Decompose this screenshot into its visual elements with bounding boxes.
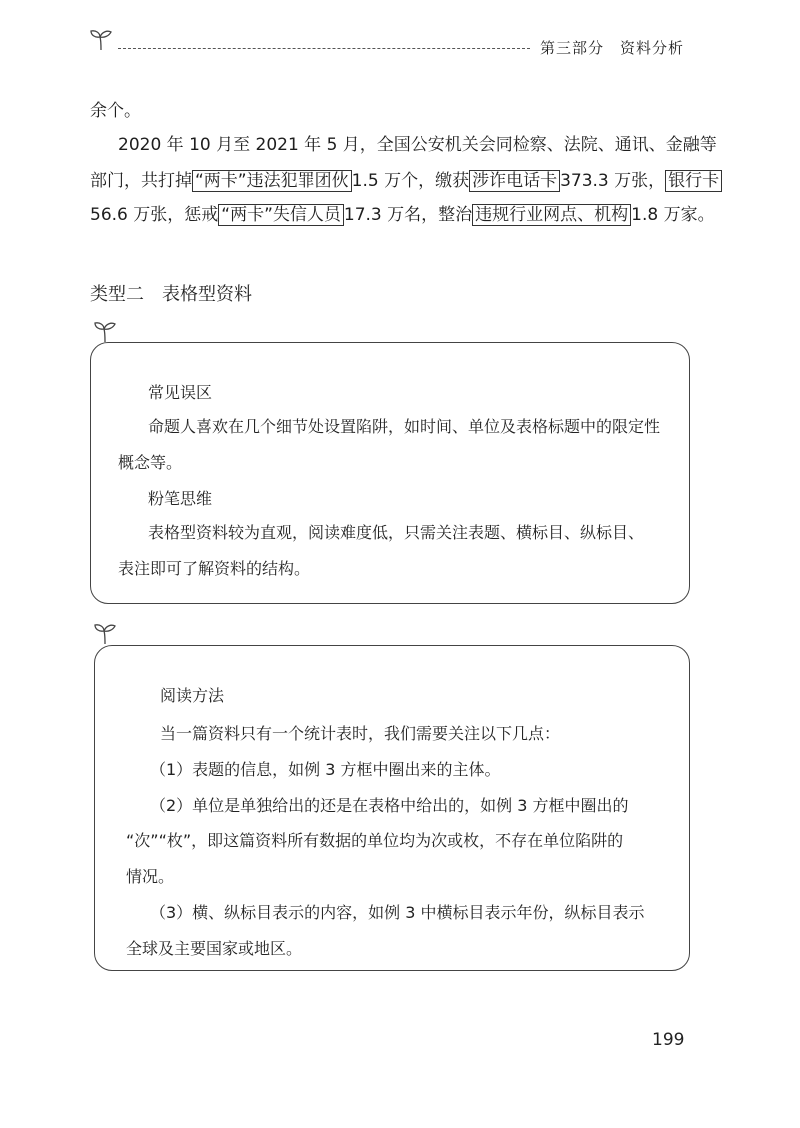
panel-list-item: （3）横、纵标目表示的内容，如例 3 中横标目表示年份，纵标目表示 <box>150 903 645 922</box>
intro-line-3: 部门，共打掉 “两卡”违法犯罪团伙 1.5 万个，缴获 涉诈电话卡 373.3 万张， 银行卡 <box>90 166 722 196</box>
sprout-icon <box>88 26 114 52</box>
page-number: 199 <box>652 1030 685 1050</box>
panel-text: 情况。 <box>126 867 175 886</box>
panel-text: 概念等。 <box>118 453 183 472</box>
panel-list-item: （1）表题的信息，如例 3 方框中圈出来的主体。 <box>150 760 501 779</box>
header-title: 第三部分 资料分析 <box>540 39 685 57</box>
intro-line-1: 余个。 <box>90 101 141 121</box>
panel-list-item: （2）单位是单独给出的还是在表格中给出的，如例 3 方框中圈出的 <box>150 796 629 815</box>
panel-text: 表格型资料较为直观，阅读难度低，只需关注表题、横标目、纵标目、 <box>148 523 645 542</box>
header-divider <box>118 48 530 49</box>
panel-text: 全球及主要国家或地区。 <box>126 939 303 958</box>
panel-text: “次”“枚”，即这篇资料所有数据的单位均为次或枚，不存在单位陷阱的 <box>126 831 624 850</box>
highlight-box: “两卡”违法犯罪团伙 <box>192 170 352 192</box>
sprout-icon <box>92 318 118 344</box>
panel-text: 当一篇资料只有一个统计表时，我们需要关注以下几点： <box>160 724 561 743</box>
sprout-icon <box>92 620 118 646</box>
intro-line-4: 56.6 万张，惩戒 “两卡”失信人员 17.3 万名，整治 违规行业网点、机构 1.8 万家。 <box>90 205 715 225</box>
section-title: 类型二 表格型资料 <box>90 284 252 305</box>
panel-heading-reading-method: 阅读方法 <box>160 686 225 705</box>
intro-line-2: 2020 年 10 月至 2021 年 5 月，全国公安机关会同检察、法院、通讯、金融等 <box>118 135 717 155</box>
panel-heading-common-mistakes: 常见误区 <box>148 383 213 402</box>
panel-text: 命题人喜欢在几个细节处设置陷阱，如时间、单位及表格标题中的限定性 <box>148 417 661 436</box>
panel-text: 表注即可了解资料的结构。 <box>118 559 311 578</box>
panel-heading-fenbi-thinking: 粉笔思维 <box>148 489 213 508</box>
highlight-box: 银行卡 <box>665 170 722 192</box>
highlight-box: 涉诈电话卡 <box>469 170 560 192</box>
highlight-box: 违规行业网点、机构 <box>472 204 631 226</box>
highlight-box: “两卡”失信人员 <box>218 204 344 226</box>
